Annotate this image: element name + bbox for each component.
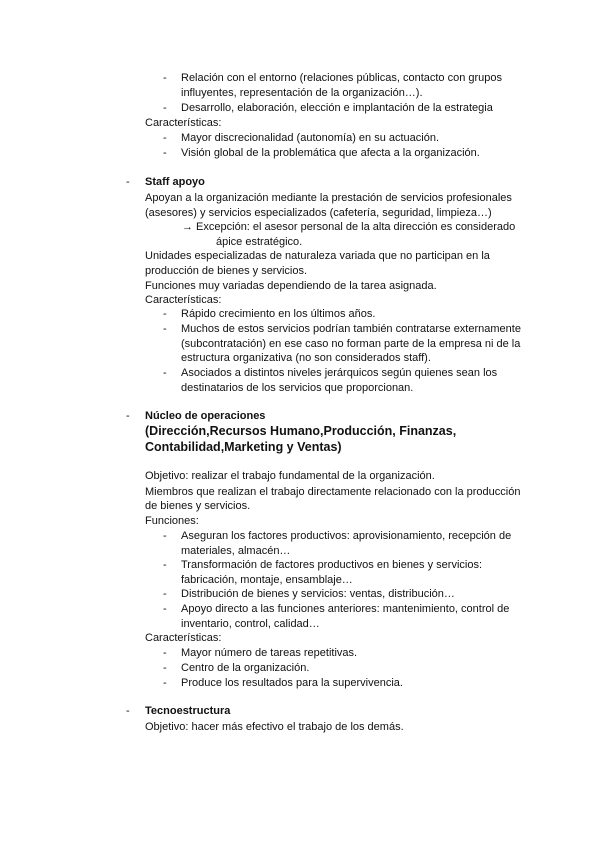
section-dash: - <box>126 176 130 188</box>
list-item-text: Visión global de la problemática que afecta a la organización. <box>181 147 480 159</box>
list-dash: - <box>163 647 167 659</box>
list-item-text: Rápido crecimiento en los últimos años. <box>181 308 376 320</box>
exception-line: → Excepción: el asesor personal de la alta dirección es considerado <box>182 221 516 233</box>
list-item-text: Distribución de bienes y servicios: ventas, distribución… <box>181 588 455 600</box>
section-heading-nucleo: Núcleo de operaciones <box>145 410 266 422</box>
list-item-text: Relación con el entorno (relaciones públicas, contacto con grupos <box>181 72 503 84</box>
section-heading-tecno: Tecnoestructura <box>145 705 231 717</box>
section-dash: - <box>126 705 130 717</box>
list-item-text: Aseguran los factores productivos: aprovisionamiento, recepción de <box>181 530 512 542</box>
paragraph-line: producción de bienes y servicios. <box>145 265 308 277</box>
list-item-text: Mayor número de tareas repetitivas. <box>181 647 358 659</box>
list-item-text: Desarrollo, elaboración, elección e implantación de la estrategia <box>181 102 493 114</box>
list-dash: - <box>163 662 167 674</box>
list-dash: - <box>163 72 167 84</box>
list-item-text: inventario, control, calidad… <box>181 618 320 630</box>
paragraph-line: Objetivo: hacer más efectivo el trabajo de los demás. <box>145 721 404 733</box>
paragraph-line: Miembros que realizan el trabajo directamente relacionado con la producción <box>145 486 521 498</box>
list-dash: - <box>163 677 167 689</box>
list-item-text: estructura organizativa (no son considerados staff). <box>181 352 431 364</box>
section-dash: - <box>126 410 130 422</box>
list-item-text: materiales, almacén… <box>181 545 291 557</box>
list-dash: - <box>163 102 167 114</box>
list-item-text: Muchos de estos servicios podrían también contratarse externamente <box>181 323 521 335</box>
list-item-text: Mayor discrecionalidad (autonomía) en su actuación. <box>181 132 440 144</box>
list-item-text: Transformación de factores productivos en bienes y servicios: <box>181 559 483 571</box>
paragraph-line: (asesores) y servicios especializados (cafetería, seguridad, limpieza…) <box>145 207 492 219</box>
caracteristicas-label: Características: <box>145 117 222 129</box>
paragraph-line: Apoyan a la organización mediante la prestación de servicios profesionales <box>145 192 512 204</box>
list-item-text: Apoyo directo a las funciones anteriores: mantenimiento, control de <box>181 603 510 615</box>
list-item-text: Produce los resultados para la supervivencia. <box>181 677 403 689</box>
list-dash: - <box>163 603 167 615</box>
list-dash: - <box>163 588 167 600</box>
section-subheading: Contabilidad,Marketing y Ventas) <box>145 440 342 454</box>
exception-line: ápice estratégico. <box>216 236 303 248</box>
caracteristicas-label: Características: <box>145 294 222 306</box>
funciones-label: Funciones: <box>145 515 199 527</box>
paragraph-line: Objetivo: realizar el trabajo fundamental de la organización. <box>145 470 435 482</box>
list-dash: - <box>163 147 167 159</box>
list-dash: - <box>163 323 167 335</box>
list-dash: - <box>163 132 167 144</box>
list-dash: - <box>163 530 167 542</box>
list-item-text: Centro de la organización. <box>181 662 310 674</box>
list-item-text: influyentes, representación de la organización…). <box>181 87 423 99</box>
paragraph-line: Unidades especializadas de naturaleza variada que no participan en la <box>145 250 490 262</box>
list-item-text: destinatarios de los servicios que proporcionan. <box>181 382 414 394</box>
list-dash: - <box>163 367 167 379</box>
caracteristicas-label: Características: <box>145 632 222 644</box>
list-item-text: Asociados a distintos niveles jerárquicos según quienes sean los <box>181 367 498 379</box>
list-item-text: fabricación, montaje, ensamblaje… <box>181 574 353 586</box>
list-item-text: (subcontratación) en ese caso no forman parte de la empresa ni de la <box>181 338 521 350</box>
list-dash: - <box>163 308 167 320</box>
paragraph-line: de bienes y servicios. <box>145 500 251 512</box>
section-heading-staff: Staff apoyo <box>145 176 205 188</box>
section-subheading: (Dirección,Recursos Humano,Producción, Finanzas, <box>145 424 457 438</box>
paragraph-line: Funciones muy variadas dependiendo de la tarea asignada. <box>145 280 437 292</box>
list-dash: - <box>163 559 167 571</box>
